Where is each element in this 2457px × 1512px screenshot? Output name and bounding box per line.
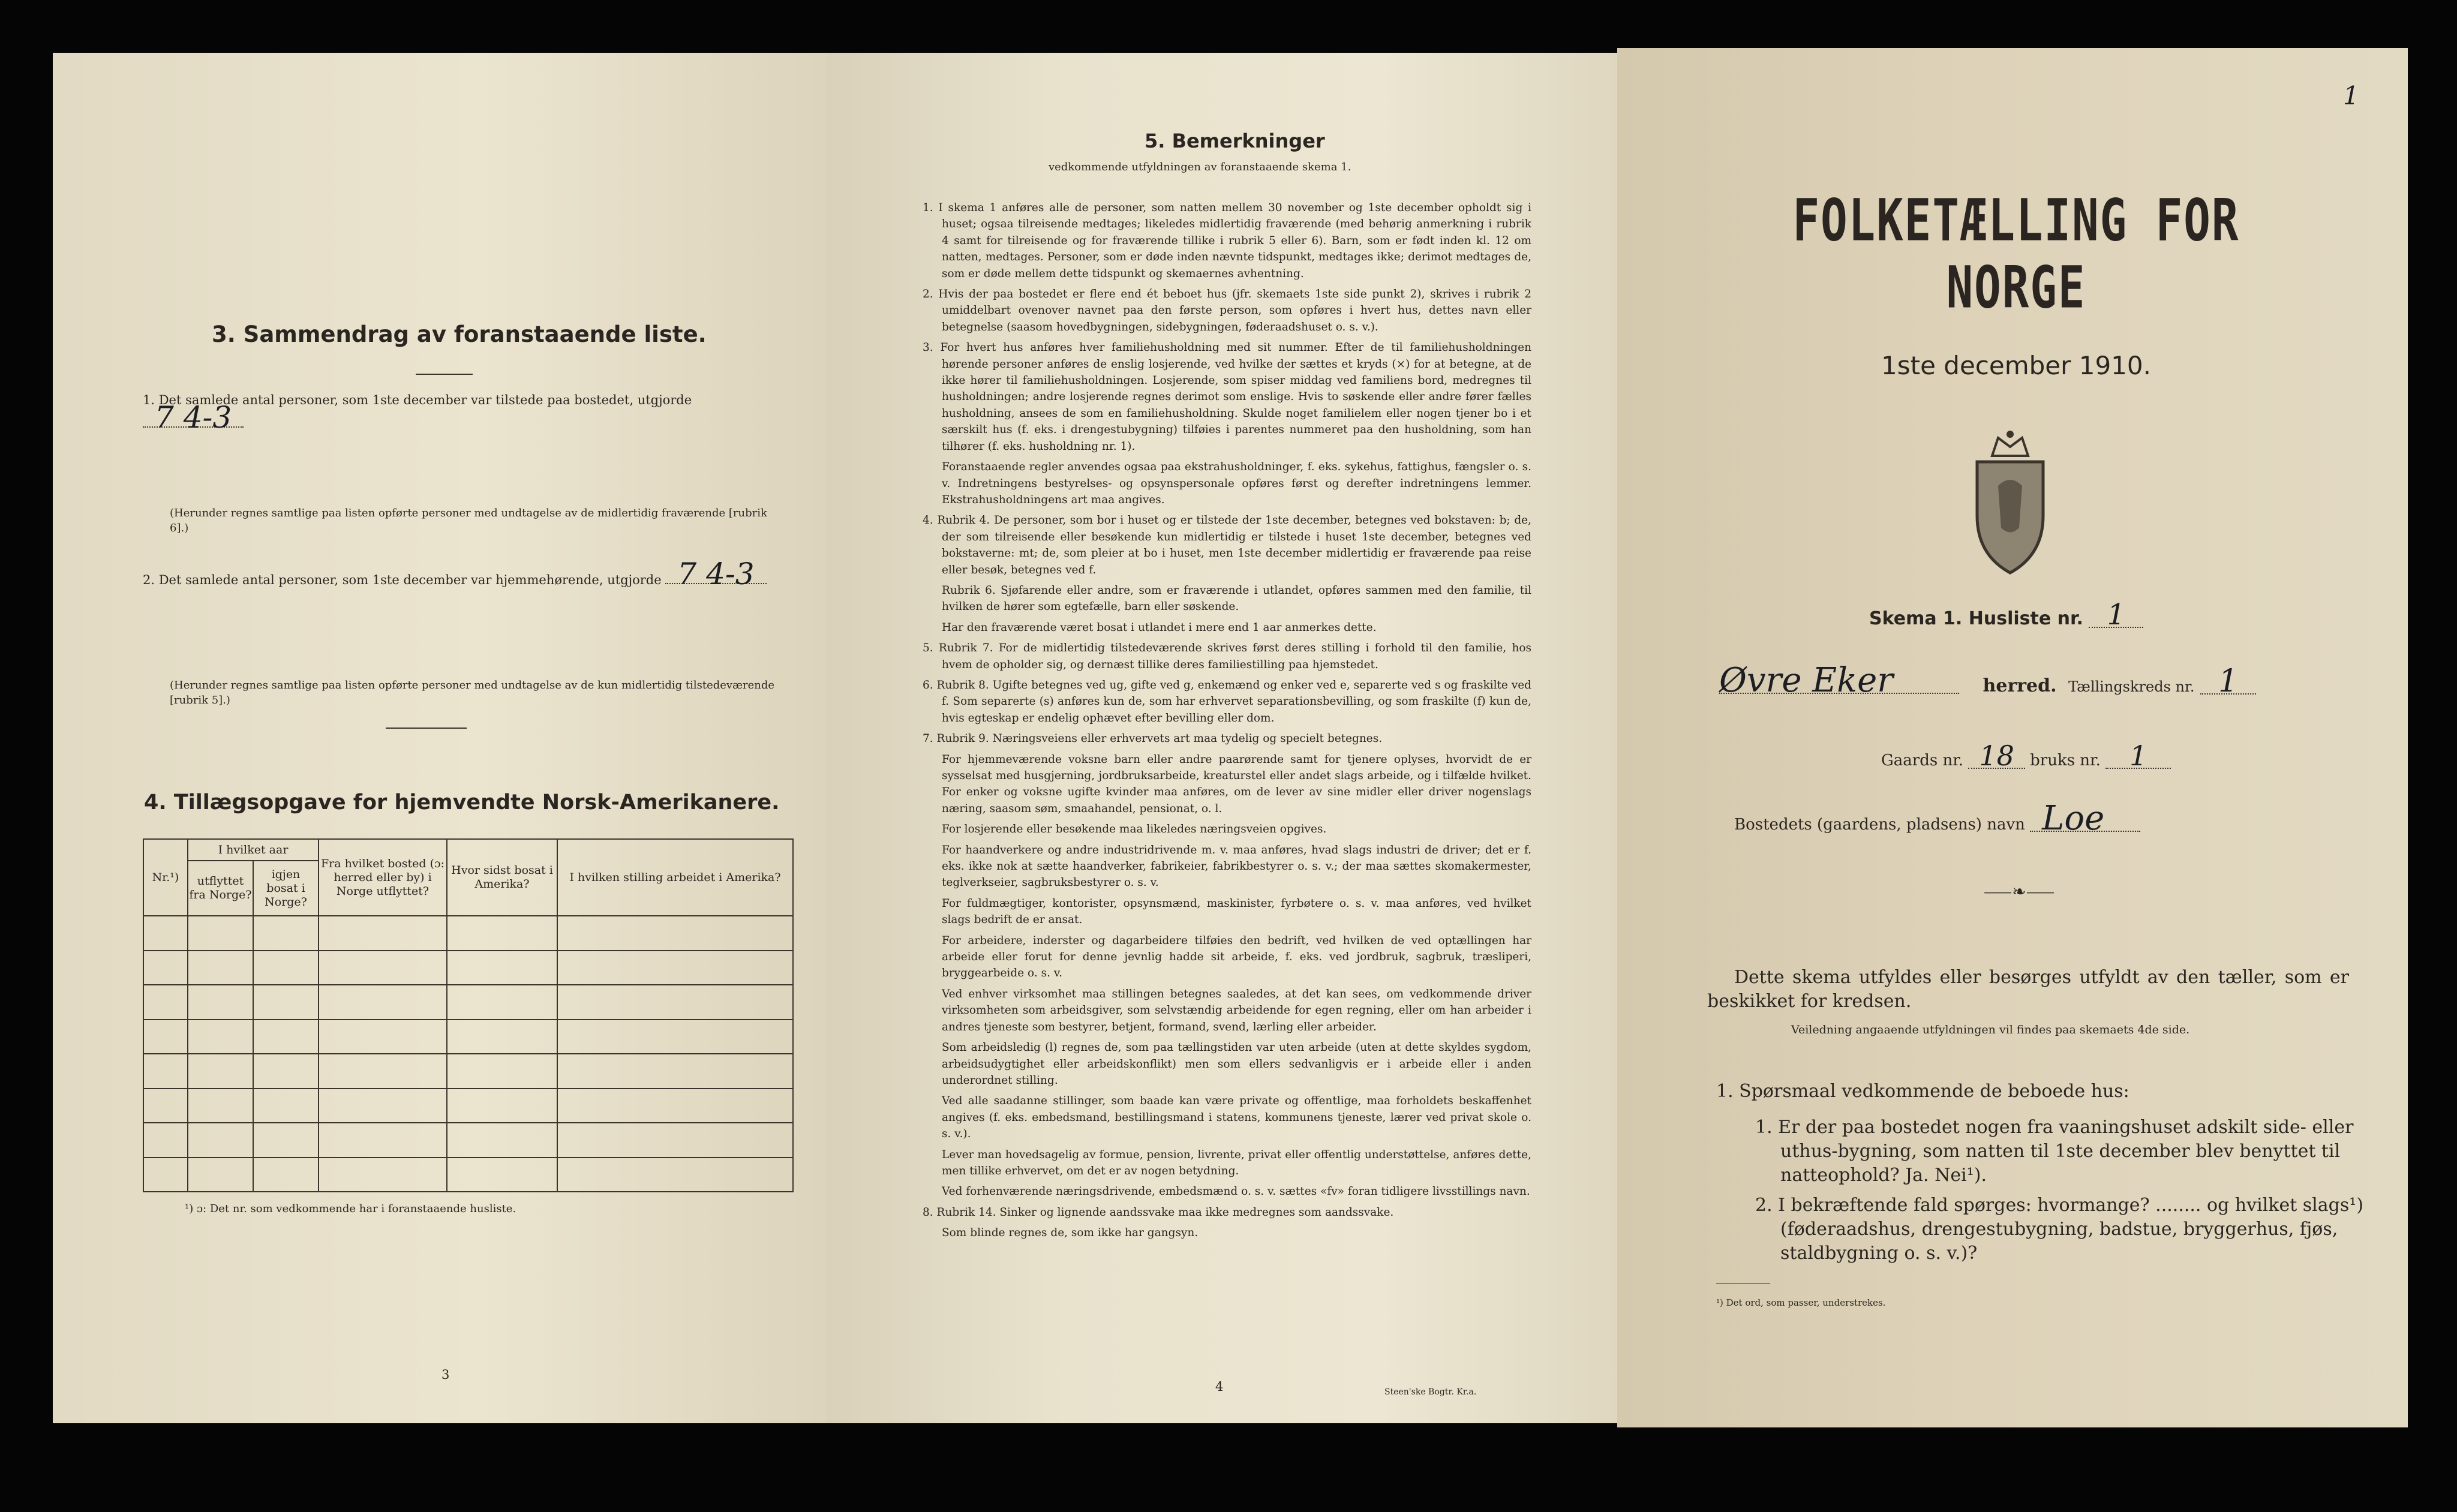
section-4-title: 4. Tillægsopgave for hjemvendte Norsk-Amerikanere. [144, 790, 780, 814]
skema-line [1869, 598, 2143, 632]
col-header-bosted: Fra hvilket bosted (ɔ: herred eller by) i Norge utflyttet? [319, 839, 447, 916]
table-cell [188, 1123, 253, 1158]
table-cell [253, 1158, 319, 1192]
remark-paragraph: 1. I skema 1 anføres alle de personer, som natten mellem 30 november og 1ste december opholdt sig i huset; ogsaa tilreisende medtages; likeledes midlertidig fraværende (med behørig anmerkning i rubrik 4 samt for tilreisende og for fraværende tillike i rubrik 5 eller 6). Barn, som er født inden kl. 12 om natten, medtages. Personer, som er døde inden nævnte tidspunkt, medtages ikke; derimot medtages de, som er døde mellem dette tidspunkt og skemaernes avhentning. [923, 202, 1531, 280]
bosted-value: Loe [2030, 807, 2140, 832]
page-number: 3 [441, 1367, 450, 1382]
remark-paragraph: 4. Rubrik 4. De personer, som bor i huset og er tilstede der 1ste december, betegnes ved bokstaven: b; de, der som tilreisende eller besøkende kun midlertidig er tilstede i huset 1ste december, betegnes ved bokstaverne: mt; de, som pleier at bo i huset, men 1ste december midlertidig er fraværende paa reise eller besøk, betegnes ved f. [923, 514, 1531, 576]
table-row [143, 951, 793, 985]
table-cell [253, 985, 319, 1020]
herred-value: Øvre Eker [1719, 669, 1959, 694]
coat-of-arms-icon [1965, 426, 2055, 576]
page-1 [1617, 48, 2408, 1427]
table-cell [447, 1158, 557, 1192]
question-2: 2. I bekræftende fald spørges: hvormange? ........ og hvilket slags¹) (føderaadshus, drengestubygning, badstue, bryggerhus, fjøs, staldbygning o. s. v.)? [1755, 1195, 2363, 1264]
gaard-value: 18 [1968, 744, 2025, 769]
table-cell [253, 951, 319, 985]
table-cell [188, 985, 253, 1020]
table-cell [253, 1020, 319, 1054]
summary-item-1-text: 1. Det samlede antal personer, som 1ste december var tilstede paa bostedet, utgjorde [143, 393, 692, 407]
summary-item-1-note: (Herunder regnes samtlige paa listen opførte personer med undtagelse av de midlertidig fraværende [rubrik 6].) [170, 507, 767, 534]
remark-paragraph: Ved forhenværende næringsdrivende, embedsmænd o. s. v. sættes «fv» foran tidligere livsstillings navn. [942, 1185, 1530, 1198]
remark-paragraph: For hjemmeværende voksne barn eller andre paarørende samt for tjenere oplyses, hvorvidt de er sysselsat med husgjerning, jordbruksarbeide, kreaturstel eller andet slags arbeide, og i tilfælde hvilket. For enker og voksne ugifte kvinder maa anføres, om de lever av sine midler eller driver nogenslags næring, saasom søm, smaahandel, pensionat, o. l. [942, 753, 1531, 815]
table-cell [319, 951, 447, 985]
table-cell [557, 1054, 793, 1089]
table-cell [319, 1123, 447, 1158]
remark-paragraph: 8. Rubrik 14. Sinker og lignende aandssvake maa ikke medregnes som aandssvake. [923, 1206, 1394, 1219]
table-cell [143, 916, 188, 951]
table-footnote: ¹) ɔ: Det nr. som vedkommende har i foranstaaende husliste. [185, 1203, 516, 1215]
col-header-amerika: Hvor sidst bosat i Amerika? [447, 839, 557, 916]
table-cell [447, 916, 557, 951]
table-cell [143, 1158, 188, 1192]
summary-item-2-note: (Herunder regnes samtlige paa listen opførte personer med undtagelse av de kun midlertidig tilstedeværende [rubrik 5].) [170, 679, 775, 707]
summary-item-1 [143, 392, 791, 435]
table-cell [557, 1123, 793, 1158]
remark-paragraph: Ved enhver virksomhet maa stillingen betegnes saaledes, at det kan sees, om vedkommende driver virksomheten som arbeidsgiver, som selvstændig arbeidende for egen regning, eller om han arbeider i andres tjeneste som bestyrer, betjent, formand, svend, lærling eller arbeider. [942, 987, 1531, 1033]
remark-paragraph: For haandverkere og andre industridrivende m. v. maa anføres, hvad slags industri de driver; det er f. eks. ikke nok at sætte haandverker, fabrikeier, fabrikbestyrer o. s. v.; der maa sættes skomakermester, teglverkseier, sagbruksbestyrer o. s. v. [942, 843, 1531, 889]
table-cell [188, 1020, 253, 1054]
table-row [143, 985, 793, 1020]
instruction-text: Dette skema utfyldes eller besørges utfyldt av den tæller, som er beskikket for kredsen. [1707, 967, 2349, 1012]
table-cell [143, 1054, 188, 1089]
table-cell [253, 1123, 319, 1158]
remark-paragraph: Som arbeidsledig (l) regnes de, som paa tællingstiden var uten arbeide (uten at dette skyldes sygdom, arbeidsudygtighet eller arbeidskonflikt) men som ellers sedvanligvis er i arbeide eller i anden underordnet stilling. [942, 1041, 1531, 1087]
question-1: 1. Er der paa bostedet nogen fra vaaningshuset adskilt side- eller uthus-bygning, som natten til 1ste december blev benyttet til natteophold? Ja. Nei¹). [1755, 1117, 2354, 1186]
table-cell [143, 985, 188, 1020]
remark-paragraph: Ved alle saadanne stillinger, som baade kan være private og offentlige, maa forholdets beskaffenhet angives (f. eks. embedsmand, bestillingsmand i statens, kommunens tjeneste, lærer ved privat skole o. s. v.). [942, 1095, 1531, 1141]
table-cell [557, 951, 793, 985]
col-header-igjen: igjen bosat i Norge? [253, 861, 319, 916]
remark-paragraph: For losjerende eller besøkende maa likeledes næringsveien opgives. [942, 823, 1327, 836]
col-group-header: I hvilket aar [188, 839, 319, 861]
kreds-label: Tællingskreds nr. [2068, 678, 2195, 695]
husliste-nr-value: 1 [2089, 603, 2143, 628]
table-cell [188, 916, 253, 951]
remark-paragraph: Foranstaaende regler anvendes ogsaa paa ekstrahusholdninger, f. eks. sykehus, fattighus, fængsler o. s. v. Indretningens bestyrelses- og opsynspersonale opføres først og derefter indretningens lemmer. Ekstrahusholdningens art maa angives. [942, 461, 1531, 506]
table-cell [188, 1158, 253, 1192]
table-cell [447, 1020, 557, 1054]
table-row [143, 1089, 793, 1123]
questions-heading: 1. Spørsmaal vedkommende de beboede hus: [1716, 1081, 2129, 1102]
table-cell [447, 1123, 557, 1158]
bruk-value: 1 [2105, 744, 2171, 769]
gaard-line [1881, 740, 2171, 772]
page-4 [827, 53, 1617, 1423]
summary-item-2-text: 2. Det samlede antal personer, som 1ste december var hjemmehørende, utgjorde [143, 573, 662, 587]
table-cell [319, 1158, 447, 1192]
table-row [143, 1054, 793, 1089]
col-header-stilling: I hvilken stilling arbeidet i Amerika? [557, 839, 793, 916]
census-date: 1ste december 1910. [1881, 351, 2151, 380]
herred-label: herred. [1983, 675, 2057, 696]
table-cell [557, 1020, 793, 1054]
skema-label: Skema 1. Husliste nr. [1869, 608, 2083, 629]
remarks-title: 5. Bemerkninger [1145, 130, 1325, 152]
corner-mark: 1 [2343, 81, 2359, 110]
bosted-line [1734, 799, 2140, 838]
remark-paragraph: Lever man hovedsagelig av formue, pension, livrente, privat eller offentlig understøttelse, anføres dette, men tillike erhvervet, om det er av nogen betydning. [942, 1148, 1531, 1177]
table-cell [253, 916, 319, 951]
remark-paragraph: Rubrik 6. Sjøfarende eller andre, som er fraværende i utlandet, opføres sammen med den familie, til hvilken de hører som egtefælle, barn eller søskende. [942, 584, 1531, 614]
remark-paragraph: Som blinde regnes de, som ikke har gangsyn. [942, 1227, 1199, 1240]
remarks-subtitle: vedkommende utfyldningen av foranstaaende skema 1. [1049, 161, 1351, 173]
herred-line [1719, 661, 2379, 700]
table-cell [253, 1054, 319, 1089]
printer-mark: Steen'ske Bogtr. Kr.a. [1384, 1387, 1477, 1397]
table-row [143, 916, 793, 951]
table-cell [557, 1158, 793, 1192]
remark-paragraph: 2. Hvis der paa bostedet er flere end ét beboet hus (jfr. skemaets 1ste side punkt 2), skrives i rubrik 2 umiddelbart ovenover navnet paa den første person, som opføres i hvert hus, dettes navn eller betegnelse (saasom hovedbygningen, sidebygningen, føderaadshuset o. s. v.). [923, 288, 1531, 333]
section-3-title: 3. Sammendrag av foranstaaende liste. [212, 321, 707, 347]
table-row [143, 1158, 793, 1192]
table-cell [143, 1089, 188, 1123]
table-cell [447, 1089, 557, 1123]
table-cell [188, 1089, 253, 1123]
remark-paragraph: 7. Rubrik 9. Næringsveiens eller erhvervets art maa tydelig og specielt betegnes. [923, 732, 1383, 746]
table-cell [557, 1089, 793, 1123]
table-cell [557, 985, 793, 1020]
table-row [143, 1123, 793, 1158]
table-cell [143, 1123, 188, 1158]
divider [1716, 1283, 1770, 1284]
table-cell [253, 1089, 319, 1123]
table-cell [188, 951, 253, 985]
norsk-amerikanere-table [143, 838, 794, 1192]
bosted-label: Bostedets (gaardens, pladsens) navn [1734, 816, 2025, 834]
table-row [143, 1020, 793, 1054]
table-cell [447, 1054, 557, 1089]
document-title: FOLKETÆLLING FOR NORGE [1792, 187, 2240, 321]
kreds-value: 1 [2200, 669, 2256, 695]
remark-paragraph: Har den fraværende været bosat i utlandet i mere end 1 aar anmerkes dette. [942, 621, 1377, 634]
remark-paragraph: 6. Rubrik 8. Ugifte betegnes ved ug, gifte ved g, enkemænd og enker ved e, separerte ved s og fraskilte ved f. Som separerte (s) anføres kun de, som har erhvervet separationsbevilling, og som fraskilte (f) kun de, hvis egteskap er endelig ophævet efter bevilling eller dom. [923, 678, 1531, 725]
ornament: ⸺❧⸺ [1983, 882, 2055, 901]
footnote: ¹) Det ord, som passer, understrekes. [1716, 1297, 1886, 1308]
page-3 [53, 53, 827, 1423]
col-header-nr: Nr.¹) [143, 839, 188, 916]
divider [416, 374, 473, 375]
page-number: 4 [1215, 1379, 1224, 1394]
guidance-text: Veiledning angaaende utfyldningen vil findes paa skemaets 4de side. [1791, 1023, 2190, 1036]
table-cell [188, 1054, 253, 1089]
table-cell [143, 1020, 188, 1054]
table-cell [319, 916, 447, 951]
table-cell [319, 1054, 447, 1089]
table-cell [319, 985, 447, 1020]
remark-paragraph: For fuldmægtiger, kontorister, opsynsmænd, maskinister, fyrbøtere o. s. v. maa anføres, ved hvilket slags bedrift de er ansat. [942, 897, 1531, 927]
gaard-label: Gaards nr. [1881, 752, 1964, 769]
divider [386, 728, 467, 729]
table-cell [319, 1020, 447, 1054]
remark-paragraph: 3. For hvert hus anføres hver familiehusholdning med sit nummer. Efter de til familiehusholdningen hørende personer anføres de enslig losjerende, ved hvilke der sættes et kryds (×) for at betegne, at de ikke hører til familiehusholdningen. Losjerende, som spiser middag ved familiens bord, medregnes til husholdningen; andre losjerende regnes derimot som enslige. Hvis to søskende eller andre fører fælles husholdning, ansees de som en familiehusholdning. Skulde noget familielem eller nogen tjener bo i et særskilt hus (f. eks. i drengestubygning) tilføies i parentes nummeret paa den husholdning, som han tilhører (f. eks. husholdning nr. 1). [923, 341, 1531, 453]
summary-item-2-value: 7 4-3 [665, 566, 766, 584]
col-header-utflyttet: utflyttet fra Norge? [188, 861, 253, 916]
remark-paragraph: 5. Rubrik 7. For de midlertidig tilstedeværende skrives først deres stilling i forhold til den familie, hos hvem de opholder sig, og dernæst tillike deres familiestilling paa hjemstedet. [923, 642, 1531, 671]
table-cell [447, 985, 557, 1020]
bruk-label: bruks nr. [2030, 752, 2101, 769]
table-cell [319, 1089, 447, 1123]
summary-item-1-value: 7 4-3 [143, 409, 244, 428]
table-cell [143, 951, 188, 985]
table-cell [557, 916, 793, 951]
summary-item-2 [143, 557, 791, 591]
remark-paragraph: For arbeidere, inderster og dagarbeidere tilføies den bedrift, ved hvilken de ved optællingen har arbeide eller forut for denne jevnlig hadde sit arbeide, f. eks. ved jordbruk, sagbruk, træsliperi, bryggearbeide o. s. v. [942, 934, 1531, 980]
table-cell [447, 951, 557, 985]
remarks-body [923, 200, 1531, 1246]
